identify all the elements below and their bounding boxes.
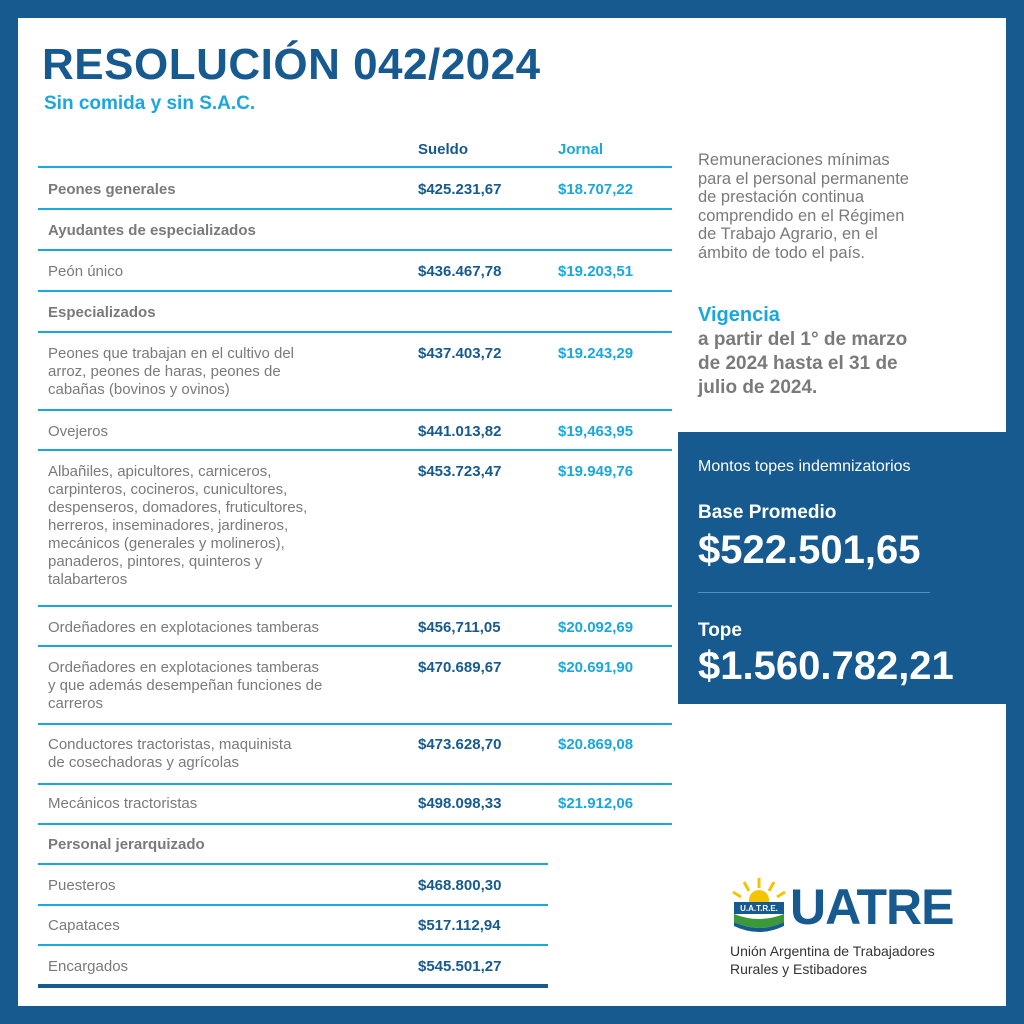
uatre-logo-subtitle: Unión Argentina de Trabajadores Rurales y Estibadores <box>730 943 935 977</box>
table-divider <box>38 723 672 725</box>
table-divider <box>38 944 548 946</box>
tope-value: $1.560.782,21 <box>698 644 954 688</box>
row-jornal: $20.691,90 <box>558 659 634 676</box>
section-heading: Ayudantes de especializados <box>48 222 256 239</box>
row-sueldo: $498.098,33 <box>418 795 502 812</box>
table-divider <box>38 783 672 785</box>
table-divider <box>38 166 672 168</box>
base-promedio-value: $522.501,65 <box>698 528 921 572</box>
row-sueldo: $437.403,72 <box>418 345 502 362</box>
uatre-emblem-icon <box>728 876 790 938</box>
row-label: Peón único <box>48 263 124 280</box>
row-label: Mecánicos tractoristas <box>48 795 198 812</box>
topes-divider <box>698 592 930 593</box>
column-header-jornal: Jornal <box>558 141 604 158</box>
table-divider <box>38 208 672 210</box>
table-divider <box>38 290 672 292</box>
row-jornal: $20.092,69 <box>558 619 634 636</box>
topes-box <box>678 432 1006 704</box>
row-label: Encargados <box>48 958 129 975</box>
row-sueldo: $545.501,27 <box>418 958 502 975</box>
row-label: Peones que trabajan en el cultivo del arroz, peones de haras, peones de cabañas (bovinos y ovinos) <box>48 345 295 398</box>
row-jornal: $20.869,08 <box>558 736 634 753</box>
row-label: Ordeñadores en explotaciones tamberas <box>48 619 319 636</box>
table-divider <box>38 863 548 865</box>
row-jornal: $19.243,29 <box>558 345 634 362</box>
table-divider <box>38 904 548 906</box>
table-divider <box>38 449 672 451</box>
section-heading: Personal jerarquizado <box>48 836 205 853</box>
row-jornal: $18.707,22 <box>558 181 634 198</box>
row-label: Ovejeros <box>48 423 109 440</box>
row-jornal: $19.203,51 <box>558 263 634 280</box>
row-sueldo: $473.628,70 <box>418 736 502 753</box>
row-label: Conductores tractoristas, maquinista de cosechadoras y agrícolas <box>48 736 292 771</box>
table-divider <box>38 605 672 607</box>
row-jornal: $19,463,95 <box>558 423 634 440</box>
table-divider <box>38 249 672 251</box>
row-label: Puesteros <box>48 877 116 894</box>
column-header-sueldo: Sueldo <box>418 141 469 158</box>
page-subtitle: Sin comida y sin S.A.C. <box>44 93 256 114</box>
base-promedio-label: Base Promedio <box>698 502 837 523</box>
table-bottom-rule <box>38 984 548 988</box>
row-sueldo: $468.800,30 <box>418 877 502 894</box>
uatre-logo-text: UATRE <box>790 879 954 935</box>
topes-heading: Montos topes indemnizatorios <box>698 458 911 475</box>
content-panel <box>18 18 1006 1006</box>
row-jornal: $19.949,76 <box>558 463 634 480</box>
row-sueldo: $517.112,94 <box>418 917 501 934</box>
tope-label: Tope <box>698 620 742 641</box>
section-heading: Especializados <box>48 304 156 321</box>
row-label: Capataces <box>48 917 120 934</box>
row-label: Albañiles, apicultores, carniceros, carpinteros, cocineros, cunicultores, despenseros, domadores, fruticultores, herreros, inseminadores, jardineros, mecánicos (generales y molineros), panaderos, pintores, quinteros y talabarteros <box>48 463 308 588</box>
table-divider <box>38 409 672 411</box>
row-jornal: $21.912,06 <box>558 795 634 812</box>
table-divider <box>38 331 672 333</box>
table-divider <box>38 645 672 647</box>
vigencia-text: a partir del 1° de marzo de 2024 hasta el 31 de julio de 2024. <box>698 329 908 398</box>
emblem-text: U.A.T.R.E. <box>740 904 778 913</box>
row-sueldo: $456,711,05 <box>418 619 501 636</box>
row-label: Ordeñadores en explotaciones tamberas y que además desempeñan funciones de carreros <box>48 659 323 712</box>
page-title: RESOLUCIÓN 042/2024 <box>42 40 541 89</box>
row-sueldo: $436.467,78 <box>418 263 502 280</box>
row-sueldo: $441.013,82 <box>418 423 502 440</box>
table-divider <box>38 823 672 825</box>
row-sueldo: $453.723,47 <box>418 463 502 480</box>
row-sueldo: $470.689,67 <box>418 659 502 676</box>
description-text: Remuneraciones mínimas para el personal permanente de prestación continua comprendido en el Régimen de Trabajo Agrario, en el ámbito de todo el país. <box>698 151 909 262</box>
row-sueldo: $425.231,67 <box>418 181 502 198</box>
vigencia-title: Vigencia <box>698 304 780 326</box>
row-label: Peones generales <box>48 181 176 198</box>
